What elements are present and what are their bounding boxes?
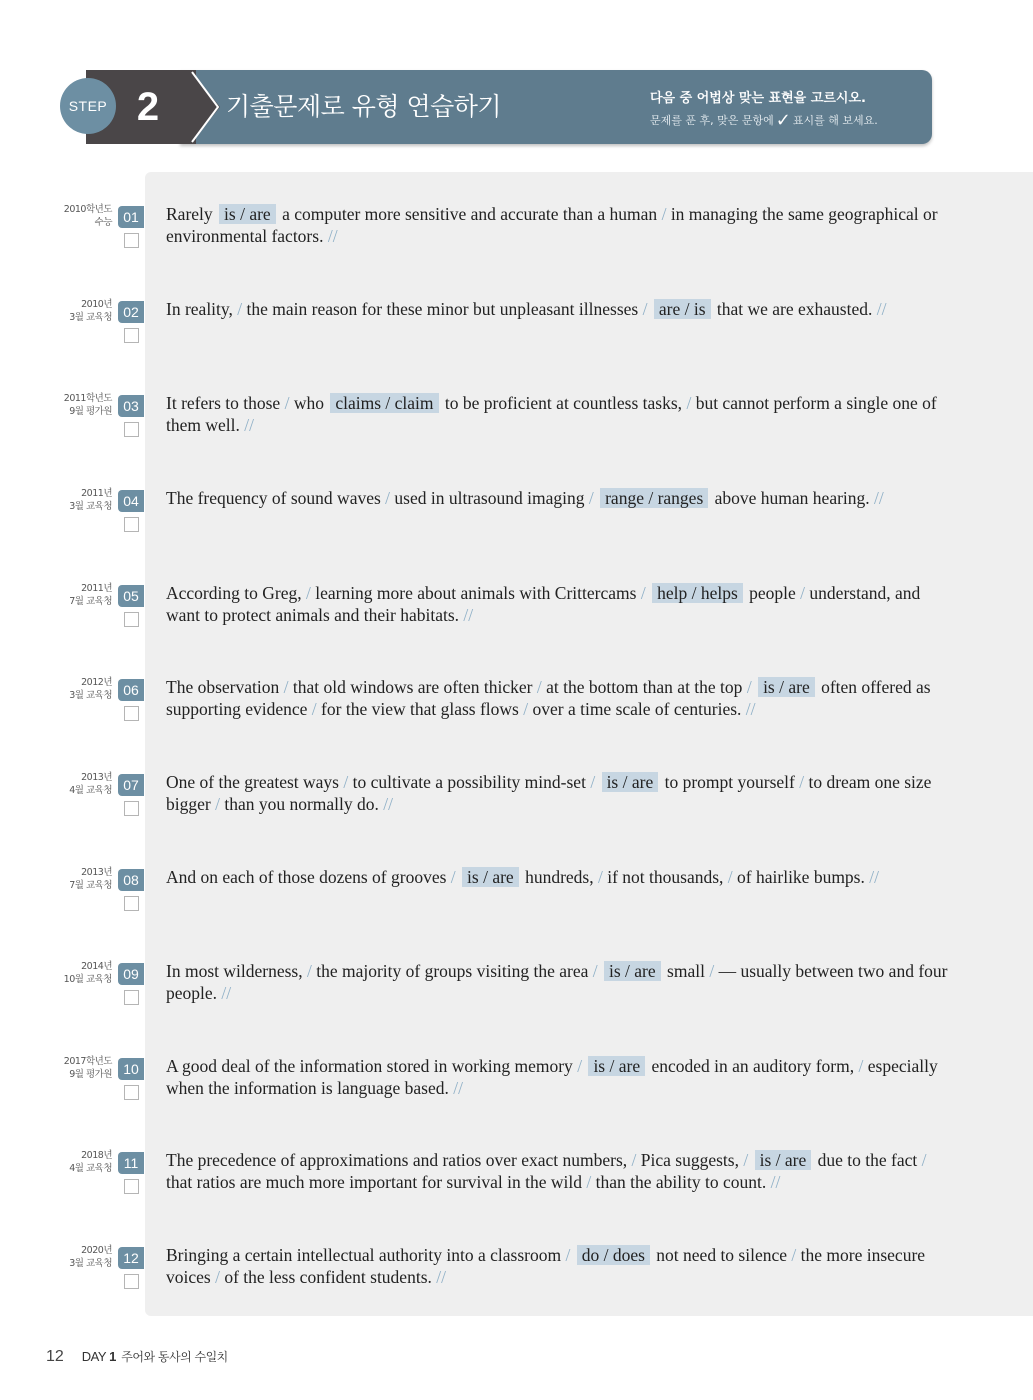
chunk-divider: / <box>642 299 648 319</box>
question-number: 10 <box>118 1058 144 1080</box>
sentence-text: used in ultrasound imaging <box>390 488 589 508</box>
chunk-divider: // <box>327 226 338 246</box>
chunk-divider: / <box>523 699 529 719</box>
instruction-main: 다음 중 어법상 맞는 표현을 고르시오. <box>650 91 866 106</box>
sentence-text: of hairlike bumps. <box>732 867 870 887</box>
sentence-text: It refers to those <box>166 393 285 413</box>
answer-choice[interactable]: is / are <box>758 677 815 697</box>
answer-checkbox[interactable] <box>124 801 139 816</box>
sentence-text: the more insecure voices <box>166 1245 926 1287</box>
question-item <box>0 582 1033 677</box>
answer-choice[interactable]: is / are <box>588 1056 645 1076</box>
question-number: 12 <box>118 1247 144 1269</box>
chunk-divider: / <box>686 393 692 413</box>
question-source: 2020년 3월 교육청 <box>69 1245 112 1269</box>
question-sentence <box>166 203 956 247</box>
question-sentence <box>166 298 956 320</box>
sentence-text: The frequency of sound waves <box>166 488 386 508</box>
question-source: 2011년 7월 교육청 <box>69 583 112 607</box>
question-source: 2013년 4월 교육청 <box>69 772 112 796</box>
sentence-text: Rarely <box>166 204 218 224</box>
question-item <box>0 487 1033 582</box>
answer-choice[interactable]: is / are <box>219 204 276 224</box>
answer-checkbox[interactable] <box>124 612 139 627</box>
question-number: 07 <box>118 774 144 796</box>
chunk-divider: / <box>631 1150 637 1170</box>
answer-checkbox[interactable] <box>124 517 139 532</box>
sentence-text: at the bottom than at the top <box>541 677 747 697</box>
sentence-text: hundreds, <box>520 867 598 887</box>
chunk-divider: / <box>306 961 312 981</box>
chunk-divider: // <box>745 699 756 719</box>
sentence-text: that ratios are much more important for survival in the wild <box>166 1172 587 1192</box>
sentence-text: not need to silence <box>651 1245 792 1265</box>
step-number: 2 <box>136 85 160 129</box>
question-item <box>0 960 1033 1055</box>
question-item <box>0 1149 1033 1244</box>
sentence-text: In most wilderness, <box>166 961 307 981</box>
question-source: 2011학년도 9월 평가원 <box>63 393 112 417</box>
answer-choice[interactable]: range / ranges <box>600 488 708 508</box>
answer-checkbox[interactable] <box>124 1274 139 1289</box>
sentence-text: — usually between two and four people. <box>166 961 948 1003</box>
sentence-text: for the view that glass flows <box>316 699 524 719</box>
question-number: 05 <box>118 585 144 607</box>
chunk-divider: / <box>791 1245 797 1265</box>
question-number: 02 <box>118 301 144 323</box>
sentence-text: And on each of those dozens of grooves <box>166 867 451 887</box>
question-item <box>0 1055 1033 1150</box>
question-item <box>0 203 1033 298</box>
instruction-sub-after: 표시를 해 보세요. <box>792 114 878 127</box>
question-source: 2010학년도 수능 <box>63 204 112 228</box>
answer-choice[interactable]: claims / claim <box>330 393 438 413</box>
answer-checkbox[interactable] <box>124 706 139 721</box>
question-sentence <box>166 582 956 626</box>
chunk-divider: / <box>305 583 311 603</box>
answer-choice[interactable]: are / is <box>654 299 711 319</box>
question-source: 2017학년도 9월 평가원 <box>63 1056 112 1080</box>
sentence-text: often offered as supporting evidence <box>166 677 931 719</box>
sentence-text: The observation <box>166 677 284 697</box>
chunk-divider: / <box>858 1056 864 1076</box>
chunk-divider: // <box>770 1172 781 1192</box>
sentence-text: Bringing a certain intellectual authority into a classroom <box>166 1245 566 1265</box>
sentence-text <box>752 677 756 697</box>
sentence-text: but cannot perform a single one of them well. <box>166 393 937 435</box>
chunk-divider: / <box>746 677 752 697</box>
page-number: 12 <box>46 1348 64 1365</box>
sentence-text: who <box>289 393 329 413</box>
sentence-text: than the ability to count. <box>591 1172 771 1192</box>
day-number: 1 <box>109 1349 117 1364</box>
answer-checkbox[interactable] <box>124 328 139 343</box>
chunk-divider: / <box>284 393 290 413</box>
sentence-text: understand, and want to protect animals and their habitats. <box>166 583 921 625</box>
day-title: 주어와 동사의 수일치 <box>121 1350 228 1364</box>
question-source: 2018년 4월 교육청 <box>69 1150 112 1174</box>
sentence-text: especially when the information is language based. <box>166 1056 938 1098</box>
sentence-text: small <box>662 961 710 981</box>
sentence-text: people <box>744 583 801 603</box>
instruction-sub-before: 문제를 푼 후, 맞은 문항에 <box>650 114 774 127</box>
chunk-divider: / <box>385 488 391 508</box>
sentence-text <box>456 867 460 887</box>
sentence-text: A good deal of the information stored in working memory <box>166 1056 578 1076</box>
step-banner <box>60 70 932 144</box>
chunk-divider: / <box>586 1172 592 1192</box>
chunk-divider: // <box>463 605 474 625</box>
chunk-divider: // <box>876 299 887 319</box>
sentence-text: than you normally do. <box>219 794 384 814</box>
answer-checkbox[interactable] <box>124 422 139 437</box>
question-item <box>0 1244 1033 1339</box>
sentence-text: One of the greatest ways <box>166 772 344 792</box>
sentence-text <box>646 583 650 603</box>
question-sentence <box>166 1149 956 1193</box>
sentence-text: learning more about animals with Crittercams <box>310 583 641 603</box>
sentence-text: The precedence of approximations and ratios over exact numbers, <box>166 1150 632 1170</box>
question-number: 06 <box>118 679 144 701</box>
sentence-text: Pica suggests, <box>636 1150 744 1170</box>
chunk-divider: // <box>869 867 879 887</box>
sentence-text: to cultivate a possibility mind-set <box>348 772 591 792</box>
answer-checkbox[interactable] <box>124 233 139 248</box>
question-item <box>0 392 1033 487</box>
answer-checkbox[interactable] <box>124 1179 139 1194</box>
question-sentence <box>166 1244 956 1288</box>
sentence-text <box>595 772 599 792</box>
chunk-divider: / <box>592 961 598 981</box>
chunk-divider: / <box>799 772 805 792</box>
answer-checkbox[interactable] <box>124 1085 139 1100</box>
chevron-right-icon <box>168 70 220 144</box>
answer-checkbox[interactable] <box>124 896 139 911</box>
chunk-divider: / <box>577 1056 583 1076</box>
question-item <box>0 866 1033 961</box>
chunk-divider: // <box>221 983 232 1003</box>
chunk-divider: // <box>874 488 884 508</box>
answer-choice[interactable]: is / are <box>604 961 661 981</box>
question-source: 2012년 3월 교육청 <box>69 677 112 701</box>
question-sentence <box>166 392 956 436</box>
chunk-divider: // <box>453 1078 463 1098</box>
sentence-text: in managing the same geographical or environmental factors. <box>166 204 938 246</box>
chunk-divider: / <box>727 867 733 887</box>
chunk-divider: / <box>661 204 667 224</box>
chunk-divider: / <box>921 1150 927 1170</box>
question-sentence <box>166 771 956 815</box>
chunk-divider: / <box>588 488 594 508</box>
sentence-text: a computer more sensitive and accurate than a human <box>277 204 662 224</box>
chunk-divider: / <box>343 772 349 792</box>
chunk-divider: / <box>565 1245 571 1265</box>
question-item <box>0 676 1033 771</box>
sentence-text: above human hearing. <box>710 488 875 508</box>
answer-choice[interactable]: is / are <box>462 867 519 887</box>
sentence-text <box>582 1056 586 1076</box>
question-number: 03 <box>118 395 144 417</box>
answer-choice[interactable]: help / helps <box>652 583 743 603</box>
question-item <box>0 771 1033 866</box>
question-source: 2014년 10월 교육청 <box>63 961 112 985</box>
sentence-text <box>647 299 651 319</box>
answer-checkbox[interactable] <box>124 990 139 1005</box>
chunk-divider: // <box>244 415 254 435</box>
day-label: DAY <box>81 1349 107 1364</box>
chunk-divider: / <box>709 961 715 981</box>
question-sentence <box>166 866 956 888</box>
question-sentence <box>166 960 956 1004</box>
answer-choice[interactable]: is / are <box>602 772 659 792</box>
chunk-divider: / <box>640 583 646 603</box>
chunk-divider: / <box>215 794 220 814</box>
sentence-text: the main reason for these minor but unpleasant illnesses <box>242 299 643 319</box>
sentence-text: that we are exhausted. <box>712 299 877 319</box>
page-footer <box>46 1348 228 1370</box>
answer-choice[interactable]: do / does <box>577 1245 650 1265</box>
chunk-divider: // <box>436 1267 446 1287</box>
question-sentence <box>166 1055 956 1099</box>
chunk-divider: / <box>800 583 806 603</box>
sentence-text <box>598 961 602 981</box>
sentence-text: to be proficient at countless tasks, <box>440 393 687 413</box>
chunk-divider: / <box>590 772 596 792</box>
question-sentence <box>166 676 956 720</box>
sentence-text: due to the fact <box>813 1150 922 1170</box>
sentence-text <box>594 488 598 508</box>
sentence-text: over a time scale of centuries. <box>528 699 746 719</box>
step-badge: STEP <box>60 78 116 134</box>
chunk-divider: // <box>383 794 394 814</box>
chunk-divider: / <box>237 299 243 319</box>
page-title: 기출문제로 유형 연습하기 <box>226 92 502 121</box>
question-source: 2013년 7월 교육청 <box>69 867 112 891</box>
question-number: 08 <box>118 869 144 891</box>
sentence-text: In reality, <box>166 299 238 319</box>
question-number: 04 <box>118 490 144 512</box>
sentence-text: encoded in an auditory form, <box>647 1056 859 1076</box>
chunk-divider: / <box>215 1267 220 1287</box>
sentence-text: of the less confident students. <box>219 1267 437 1287</box>
sentence-text: to prompt yourself <box>660 772 800 792</box>
sentence-text <box>748 1150 752 1170</box>
chunk-divider: / <box>283 677 289 697</box>
chunk-divider: / <box>311 699 317 719</box>
sentence-text: if not thousands, <box>602 867 728 887</box>
question-number: 01 <box>118 206 144 228</box>
sentence-text: the majority of groups visiting the area <box>311 961 593 981</box>
question-source: 2011년 3월 교육청 <box>69 488 112 512</box>
sentence-text: According to Greg, <box>166 583 306 603</box>
question-item <box>0 298 1033 393</box>
chunk-divider: / <box>743 1150 749 1170</box>
sentence-text <box>570 1245 574 1265</box>
question-number: 09 <box>118 963 144 985</box>
question-source: 2010년 3월 교육청 <box>69 299 112 323</box>
chunk-divider: / <box>536 677 542 697</box>
instruction-sub <box>650 110 878 131</box>
sentence-text: to dream one size bigger <box>166 772 932 814</box>
answer-choice[interactable]: is / are <box>755 1150 812 1170</box>
checkmark-icon: ✓ <box>775 110 791 131</box>
chunk-divider: / <box>450 867 456 887</box>
question-sentence <box>166 487 956 509</box>
question-number: 11 <box>118 1152 144 1174</box>
chunk-divider: / <box>597 867 603 887</box>
sentence-text: that old windows are often thicker <box>288 677 537 697</box>
